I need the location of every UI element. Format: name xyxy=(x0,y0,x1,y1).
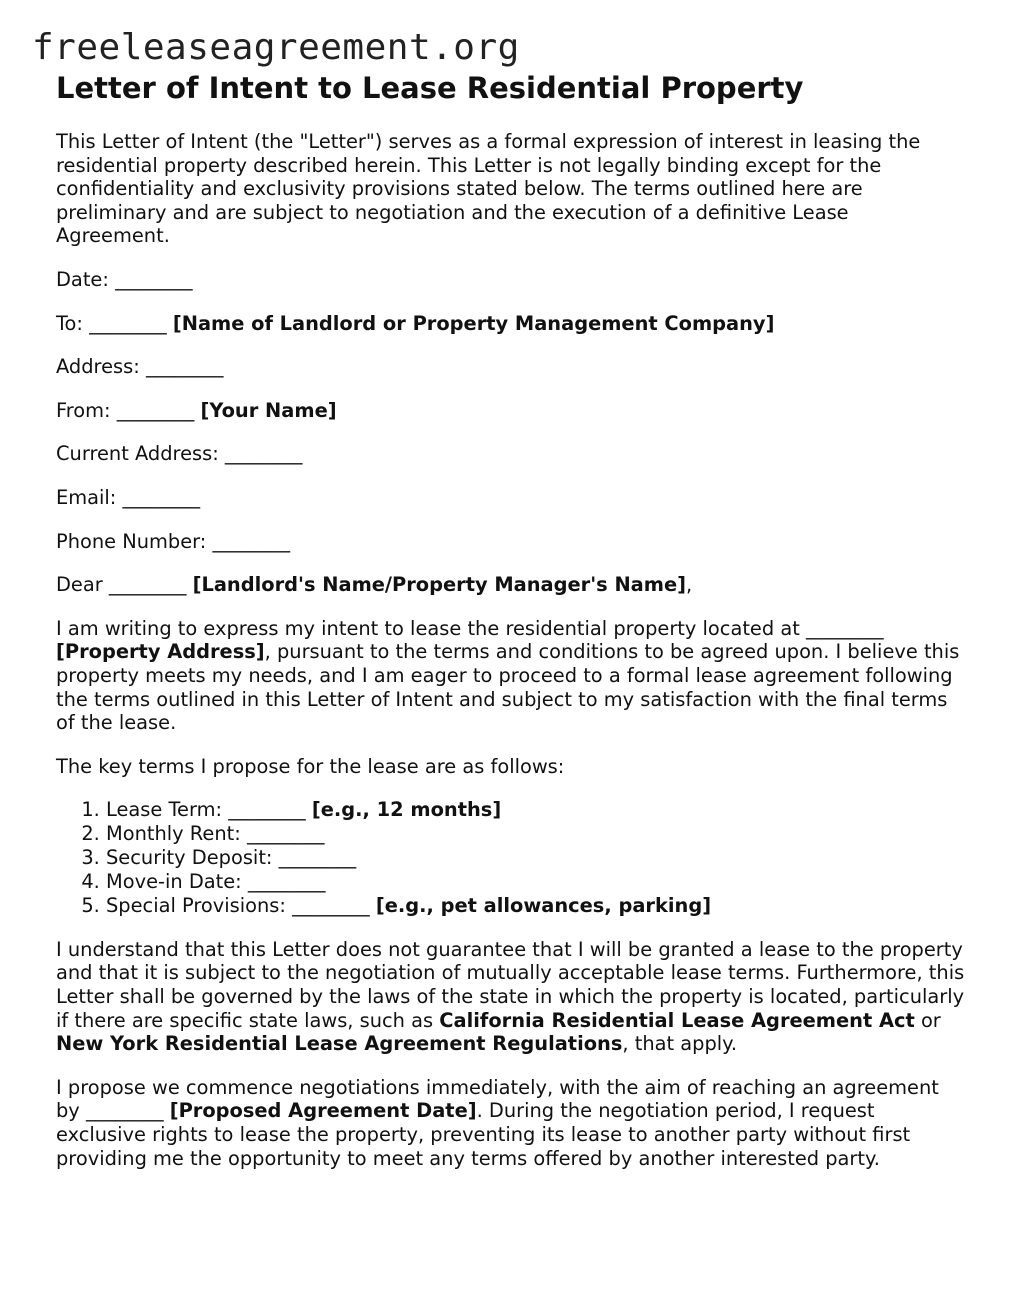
law-text-a: I understand that this Letter does not guarantee that I will be granted a lease to the property and that it is subject to the negotiation of mutually acceptable lease terms. Furthermore, this Letter shall be governed by the laws of the state in which the property is located, particularly if there are specific state laws, such as xyxy=(56,937,965,1032)
term-label: Move-in Date: xyxy=(106,870,242,893)
salutation xyxy=(56,573,966,597)
negotiation-text-a: I propose we commence negotiations immediately, with the aim of reaching an agreement by xyxy=(56,1075,939,1123)
term-label: Lease Term: xyxy=(106,798,223,822)
letter-document xyxy=(56,70,966,1170)
term-item xyxy=(106,798,966,822)
address-field xyxy=(56,355,966,379)
to-label: To: xyxy=(56,311,83,335)
intro-paragraph: This Letter of Intent (the "Letter") serves as a formal expression of interest in leasing the residential property described herein. This Letter is not legally binding except for the confidentiality and exclusivity provisions stated below. The terms outlined here are preliminary and are subject to negotiation and the execution of a definitive Lease Agreement. xyxy=(56,130,921,248)
term-blank[interactable]: ________ xyxy=(247,870,326,893)
date-blank[interactable]: ________ xyxy=(115,267,193,291)
current-address-blank[interactable]: ________ xyxy=(224,442,303,466)
term-item xyxy=(106,846,966,870)
intent-paragraph xyxy=(56,617,966,735)
terms-intro: The key terms I propose for the lease are as follows: xyxy=(56,754,565,778)
term-label: Monthly Rent: xyxy=(106,822,241,846)
new-york-law: New York Residential Lease Agreement Regulations xyxy=(56,1032,623,1056)
salutation-blank[interactable]: ________ xyxy=(108,573,187,597)
agreement-date-blank[interactable]: ________ xyxy=(85,1099,164,1123)
salutation-suffix: , xyxy=(685,573,693,597)
term-blank[interactable]: ________ xyxy=(292,893,370,917)
site-watermark: freeleaseagreement.org xyxy=(32,27,520,68)
intent-text-a: I am writing to express my intent to lease the residential property located at xyxy=(56,616,800,640)
term-label: Special Provisions: xyxy=(106,893,286,917)
term-blank[interactable]: ________ xyxy=(246,822,325,846)
email-label: Email: xyxy=(56,485,117,509)
address-blank[interactable]: ________ xyxy=(145,355,224,379)
terms-list xyxy=(56,798,966,918)
negotiation-paragraph xyxy=(56,1076,966,1170)
term-label: Security Deposit: xyxy=(106,846,273,870)
date-field xyxy=(56,268,966,292)
to-field xyxy=(56,312,966,336)
phone-blank[interactable]: ________ xyxy=(212,529,291,553)
salutation-hint: [Landlord's Name/Property Manager's Name] xyxy=(192,573,686,597)
current-address-field xyxy=(56,442,966,466)
intent-text-b: , pursuant to the terms and conditions to be agreed upon. I believe this property meets my needs, and I am eager to proceed to a formal lease agreement following the terms outlined in this Letter of Intent and subject to my satisfaction with the final terms of the lease. xyxy=(56,640,960,735)
term-item xyxy=(106,894,966,918)
term-item xyxy=(106,870,966,894)
phone-label: Phone Number: xyxy=(56,529,207,553)
governing-law-paragraph xyxy=(56,938,966,1056)
property-address-blank[interactable]: ________ xyxy=(805,616,884,640)
term-hint: [e.g., 12 months] xyxy=(311,798,502,822)
california-law: California Residential Lease Agreement Act xyxy=(439,1008,915,1032)
from-field xyxy=(56,399,966,423)
property-address-hint: [Property Address] xyxy=(56,640,265,664)
date-label: Date: xyxy=(56,267,109,291)
negotiation-text-b: . During the negotiation period, I request exclusive rights to lease the property, preventing its lease to another party without first providing me the opportunity to meet any terms offered by another interested party. xyxy=(56,1099,911,1170)
law-or: or xyxy=(920,1008,941,1032)
current-address-label: Current Address: xyxy=(56,442,219,466)
term-item xyxy=(106,822,966,846)
to-hint: [Name of Landlord or Property Management Company] xyxy=(172,311,775,335)
phone-field xyxy=(56,530,966,554)
to-blank[interactable]: ________ xyxy=(89,311,167,335)
address-label: Address: xyxy=(56,355,140,379)
term-blank[interactable]: ________ xyxy=(278,846,357,870)
term-hint: [e.g., pet allowances, parking] xyxy=(375,893,712,917)
document-title: Letter of Intent to Lease Residential Property xyxy=(56,71,804,105)
law-text-b: , that apply. xyxy=(622,1032,738,1056)
from-hint: [Your Name] xyxy=(200,398,337,422)
from-label: From: xyxy=(56,398,111,422)
from-blank[interactable]: ________ xyxy=(116,398,195,422)
agreement-date-hint: [Proposed Agreement Date] xyxy=(169,1099,477,1123)
email-blank[interactable]: ________ xyxy=(122,485,201,509)
salutation-prefix: Dear xyxy=(56,573,103,597)
term-blank[interactable]: ________ xyxy=(228,798,306,822)
email-field xyxy=(56,486,966,510)
